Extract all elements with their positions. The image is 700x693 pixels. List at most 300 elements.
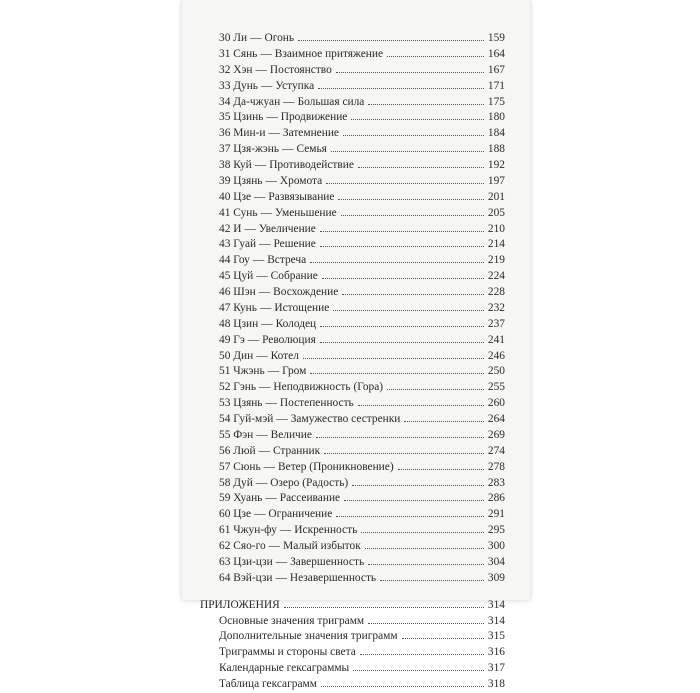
page-number: 255 [487, 381, 505, 394]
page-number: 314 [487, 614, 505, 627]
hexagram-number: 41 [219, 206, 231, 219]
appendix-entry-title: Основные значения триграмм [219, 614, 365, 627]
appendix-entry [200, 629, 505, 645]
entry-label [219, 476, 348, 492]
hexagram-name: Цзе [233, 190, 252, 203]
dash-separator: — [268, 540, 281, 552]
hexagram-number: 57 [219, 460, 231, 473]
hexagram-meaning: Встреча [267, 254, 307, 267]
dot-leader [342, 294, 484, 295]
hexagram-meaning: Увеличение [258, 222, 316, 235]
hexagram-number: 38 [219, 159, 231, 171]
entry-label [219, 396, 354, 412]
page-number: 197 [487, 174, 505, 187]
toc-entry [200, 523, 505, 539]
dot-leader [321, 686, 484, 687]
toc-entry [200, 253, 505, 269]
toc-entry [200, 206, 505, 222]
dash-separator: — [254, 190, 266, 203]
entry-label [219, 507, 332, 523]
hexagram-meaning: Замужество сестренки [290, 413, 401, 425]
hexagram-meaning: Неподвижность (Гора) [273, 381, 384, 394]
appendix-entry-title: Таблица гексаграмм [219, 678, 317, 690]
hexagram-name: Гэ [233, 333, 245, 346]
page-number: 171 [487, 79, 505, 92]
entry-label [219, 222, 316, 238]
dot-leader [320, 326, 484, 327]
entry-label [219, 491, 340, 507]
page-number: 269 [487, 428, 505, 441]
toc-entry [200, 349, 505, 365]
hexagram-number: 64 [219, 571, 231, 584]
entry-label [219, 95, 364, 111]
toc-entry [200, 476, 505, 492]
dash-separator: — [255, 476, 268, 489]
dot-leader [351, 119, 484, 120]
hexagram-meaning: Незавершенность [289, 571, 377, 584]
entry-label [219, 428, 312, 444]
page-number: 237 [487, 317, 505, 330]
entry-label [219, 285, 338, 301]
dash-separator: — [256, 270, 268, 283]
hexagram-name: Хуань [233, 492, 263, 505]
hexagram-name: Люй [233, 444, 256, 457]
dash-separator: — [275, 571, 287, 584]
appendix-title: ПРИЛОЖЕНИЯ [200, 598, 280, 611]
appendix-entry-title: Календарные гексаграммы [219, 662, 350, 675]
toc-entry [200, 222, 505, 238]
page-number: 188 [487, 143, 505, 156]
hexagram-meaning: Взаимное притяжение [274, 47, 384, 60]
toc-entry [200, 79, 505, 95]
table-of-contents [200, 31, 505, 693]
appendix-entry [200, 645, 505, 661]
entry-label [219, 333, 316, 349]
dot-leader [361, 532, 484, 533]
dot-leader [360, 654, 484, 655]
dot-leader [358, 405, 484, 406]
entry-label [219, 460, 394, 476]
dash-separator: — [260, 47, 272, 60]
hexagram-number: 45 [219, 270, 231, 283]
hexagram-number: 43 [219, 238, 231, 251]
dash-separator: — [268, 127, 280, 140]
dot-leader [284, 607, 484, 608]
dash-separator: — [256, 428, 268, 441]
toc-entry [200, 396, 505, 412]
dot-leader [338, 199, 483, 200]
page-number: 278 [487, 460, 505, 473]
hexagram-meaning: Колодец [275, 317, 317, 330]
page-number: 309 [487, 571, 505, 584]
hexagram-name: Шэн [233, 286, 256, 298]
hexagram-meaning: Огонь [264, 32, 295, 44]
dash-separator: — [252, 254, 265, 267]
hexagram-number: 42 [219, 222, 231, 235]
dot-leader [398, 469, 484, 470]
hexagram-name: Сянь [233, 47, 258, 60]
dot-leader [380, 580, 484, 581]
dash-separator: — [260, 206, 272, 219]
hexagram-name: Фэн [233, 428, 254, 441]
hexagram-meaning: Революция [262, 333, 316, 346]
dot-leader [368, 623, 484, 624]
hexagram-meaning: Ветер (Проникновение) [278, 460, 394, 473]
dash-separator: — [261, 79, 273, 92]
hexagram-name: Куй [233, 159, 252, 171]
hexagram-name: Чжэнь [233, 365, 265, 378]
entry-label [219, 539, 361, 555]
toc-entry [200, 285, 505, 301]
page-number: 228 [487, 286, 505, 298]
dash-separator: — [254, 159, 267, 171]
toc-entry [200, 142, 505, 158]
toc-entry [200, 428, 505, 444]
dash-separator: — [266, 111, 278, 124]
toc-entry [200, 269, 505, 285]
dash-separator: — [265, 174, 277, 187]
hexagram-meaning: Продвижение [280, 111, 348, 124]
hexagram-name: Сяо-го [233, 540, 266, 552]
toc-entry [200, 364, 505, 380]
hexagram-meaning: Рассеивание [279, 492, 341, 505]
toc-entry [200, 380, 505, 396]
hexagram-number: 32 [219, 63, 231, 76]
toc-entry [200, 460, 505, 476]
page-number: 192 [487, 159, 505, 171]
page-number: 304 [487, 555, 505, 568]
hexagram-number: 61 [219, 524, 231, 537]
page-number: 159 [487, 32, 505, 44]
hexagram-meaning: Искренность [294, 524, 358, 537]
dot-leader [368, 104, 484, 105]
page-number: 315 [487, 630, 505, 643]
hexagram-name: Дунь [233, 79, 259, 92]
entry-label [219, 571, 376, 587]
appendix-entry [200, 614, 505, 630]
toc-entry [200, 237, 505, 253]
hexagram-number: 54 [219, 413, 231, 425]
toc-entry [200, 47, 505, 63]
hexagram-number: 34 [219, 95, 231, 108]
dot-leader [303, 358, 484, 359]
dot-leader [353, 670, 484, 671]
dot-leader [316, 437, 484, 438]
hexagram-number: 46 [219, 286, 231, 298]
appendix-page: 314 [487, 598, 505, 611]
page-number: 164 [487, 47, 505, 60]
entry-label [219, 364, 306, 380]
dash-separator: — [267, 365, 280, 378]
entry-label [219, 110, 347, 126]
dot-leader [326, 183, 484, 184]
entry-label [219, 380, 383, 396]
hexagram-meaning: Большая сила [297, 95, 365, 108]
hexagram-number: 35 [219, 111, 231, 124]
dot-leader [320, 231, 484, 232]
appendix-heading [200, 598, 505, 614]
toc-entry [200, 63, 505, 79]
dot-leader [320, 342, 484, 343]
entry-label [219, 190, 334, 206]
toc-entry [200, 31, 505, 47]
hexagram-meaning: Ограничение [268, 508, 333, 521]
hexagram-name: Цзянь [233, 397, 263, 410]
appendix-entry-title: Дополнительные значения триграмм [219, 630, 398, 643]
hexagram-list [200, 31, 505, 587]
dash-separator: — [279, 524, 292, 537]
dot-leader [368, 564, 484, 565]
toc-entry [200, 571, 505, 587]
dash-separator: — [261, 317, 273, 330]
hexagram-name: Цзин [233, 317, 259, 330]
toc-entry [200, 333, 505, 349]
hexagram-meaning: Развязывание [268, 190, 335, 203]
entry-label [219, 253, 306, 269]
entry-label [219, 206, 337, 222]
hexagram-name: Цуй [233, 270, 254, 283]
page-number: 224 [487, 270, 505, 283]
dash-separator: — [282, 143, 294, 156]
hexagram-meaning: Затемнение [282, 127, 339, 140]
dash-separator: — [255, 63, 267, 76]
page-number: 295 [487, 524, 505, 537]
hexagram-number: 49 [219, 333, 231, 346]
hexagram-number: 44 [219, 254, 231, 267]
dot-leader [324, 453, 484, 454]
hexagram-name: Гэнь [233, 381, 257, 394]
dash-separator: — [256, 349, 268, 362]
dash-separator: — [275, 555, 288, 568]
dot-leader [343, 135, 484, 136]
hexagram-name: Цзинь [233, 111, 264, 124]
dot-leader [322, 278, 484, 279]
hexagram-number: 59 [219, 492, 231, 505]
hexagram-meaning: Семья [296, 143, 327, 156]
dot-leader [352, 485, 484, 486]
hexagram-name: Дин [233, 349, 254, 362]
hexagram-name: Цзе [233, 508, 252, 521]
hexagram-number: 37 [219, 143, 231, 156]
page-number: 175 [487, 95, 505, 108]
toc-entry [200, 110, 505, 126]
hexagram-name: Гуай [233, 238, 257, 251]
page-number: 210 [487, 222, 505, 235]
hexagram-number: 47 [219, 301, 231, 314]
entry-label [219, 142, 327, 158]
hexagram-meaning: Уменьшение [274, 206, 337, 219]
page-number: 264 [487, 413, 505, 425]
toc-entry [200, 317, 505, 333]
hexagram-name: Кунь [233, 301, 257, 314]
dash-separator: — [254, 508, 266, 521]
hexagram-name: Вэй-цзи [233, 571, 273, 584]
dot-leader [310, 373, 484, 374]
hexagram-name: Ли [233, 32, 248, 44]
dot-leader [358, 167, 484, 168]
appendix-entry [200, 661, 505, 677]
entry-label [219, 31, 294, 47]
dash-separator: — [259, 238, 271, 251]
dash-separator: — [276, 413, 288, 425]
hexagram-name: Цзя-жэнь [233, 143, 280, 156]
appendix-list [200, 614, 505, 693]
hexagram-number: 51 [219, 365, 231, 378]
hexagram-number: 53 [219, 397, 231, 410]
hexagram-name: Цзянь [233, 174, 263, 187]
hexagram-meaning: Хромота [279, 174, 323, 187]
dot-leader [365, 548, 484, 549]
hexagram-name: Чжун-фу [233, 524, 277, 537]
entry-label [219, 523, 357, 539]
hexagram-number: 52 [219, 381, 231, 394]
dot-leader [310, 262, 484, 263]
hexagram-number: 56 [219, 444, 231, 457]
appendix-entry-title: Триграммы и стороны света [219, 646, 356, 659]
dot-leader [318, 88, 484, 89]
dot-leader [387, 389, 484, 390]
hexagram-meaning: Малый избыток [283, 540, 361, 552]
dash-separator: — [258, 444, 270, 457]
hexagram-name: Сюнь [233, 460, 261, 473]
page-number: 316 [487, 646, 505, 659]
hexagram-meaning: Уступка [275, 79, 315, 92]
page-number: 241 [487, 333, 505, 346]
hexagram-name: Мин-и [233, 127, 266, 140]
entry-label [219, 555, 364, 571]
hexagram-meaning: Постепенность [279, 397, 354, 410]
entry-label [219, 301, 329, 317]
dash-separator: — [283, 95, 295, 108]
page-number: 291 [487, 508, 505, 521]
dot-leader [336, 72, 484, 73]
hexagram-number: 36 [219, 127, 231, 140]
hexagram-number: 40 [219, 190, 231, 203]
dot-leader [387, 56, 484, 57]
toc-entry [200, 174, 505, 190]
hexagram-name: Хэн [233, 63, 253, 76]
hexagram-number: 30 [219, 32, 231, 44]
hexagram-meaning: Собрание [270, 270, 318, 283]
page-number: 274 [487, 444, 505, 457]
dash-separator: — [265, 492, 277, 505]
section-gap [200, 587, 505, 598]
page-number: 283 [487, 476, 505, 489]
dash-separator: — [244, 222, 256, 235]
hexagram-number: 48 [219, 317, 231, 330]
dash-separator: — [259, 381, 271, 394]
entry-label [219, 237, 316, 253]
entry-label [219, 412, 400, 428]
dot-leader [320, 246, 484, 247]
appendix-entry [200, 677, 505, 693]
dot-leader [344, 500, 484, 501]
hexagram-number: 31 [219, 47, 231, 60]
entry-label [219, 317, 316, 333]
page-number: 180 [487, 111, 505, 124]
page-number: 219 [487, 254, 505, 267]
toc-entry [200, 555, 505, 571]
entry-label [219, 47, 383, 63]
entry-label [219, 79, 314, 95]
hexagram-name: Цзи-цзи [233, 555, 273, 568]
dot-leader [404, 421, 484, 422]
toc-entry [200, 507, 505, 523]
hexagram-meaning: Постоянство [269, 63, 332, 76]
toc-entry [200, 301, 505, 317]
toc-entry [200, 444, 505, 460]
page-number: 184 [487, 127, 505, 140]
page-number: 286 [487, 492, 505, 505]
page-number: 250 [487, 365, 505, 378]
hexagram-name: Сунь [233, 206, 258, 219]
page-number: 317 [487, 662, 505, 675]
hexagram-meaning: Величие [270, 428, 312, 441]
dot-leader [333, 310, 484, 311]
hexagram-number: 62 [219, 540, 231, 552]
page-number: 260 [487, 397, 505, 410]
hexagram-number: 55 [219, 428, 231, 441]
hexagram-name: Гуй-мэй [233, 413, 274, 425]
toc-entry [200, 158, 505, 174]
hexagram-name: Гоу [233, 254, 250, 267]
page-number: 201 [487, 190, 505, 203]
dash-separator: — [263, 460, 276, 473]
toc-entry [200, 539, 505, 555]
hexagram-meaning: Гром [282, 365, 307, 378]
hexagram-meaning: Противодействие [269, 159, 354, 171]
entry-label [219, 269, 318, 285]
page-number: 300 [487, 540, 505, 552]
dot-leader [331, 151, 484, 152]
hexagram-number: 63 [219, 555, 231, 568]
page-number: 232 [487, 301, 505, 314]
page-number: 214 [487, 238, 505, 251]
hexagram-meaning: Странник [272, 444, 321, 457]
toc-entry [200, 126, 505, 142]
dot-leader [336, 516, 484, 517]
hexagram-meaning: Истощение [274, 301, 330, 314]
hexagram-number: 39 [219, 174, 231, 187]
toc-entry [200, 491, 505, 507]
hexagram-meaning: Завершенность [290, 555, 365, 568]
page-number: 246 [487, 349, 505, 362]
entry-label [219, 174, 322, 190]
page-number: 167 [487, 63, 505, 76]
dot-leader [341, 215, 484, 216]
toc-entry [200, 190, 505, 206]
hexagram-name: Дуй [233, 476, 253, 489]
hexagram-meaning: Восхождение [273, 286, 339, 298]
page-number: 318 [487, 678, 505, 690]
hexagram-name: И [233, 222, 242, 235]
hexagram-number: 58 [219, 476, 231, 489]
hexagram-number: 50 [219, 349, 231, 362]
hexagram-number: 60 [219, 508, 231, 521]
hexagram-meaning: Озеро (Радость) [270, 476, 349, 489]
dash-separator: — [265, 397, 277, 410]
toc-entry [200, 95, 505, 111]
toc-entry [200, 412, 505, 428]
hexagram-meaning: Решение [273, 238, 316, 251]
dash-separator: — [247, 333, 260, 346]
dash-separator: — [258, 286, 271, 298]
entry-label [219, 126, 339, 142]
entry-label [219, 158, 354, 174]
dot-leader [402, 638, 484, 639]
page-number: 205 [487, 206, 505, 219]
entry-label [219, 349, 299, 365]
